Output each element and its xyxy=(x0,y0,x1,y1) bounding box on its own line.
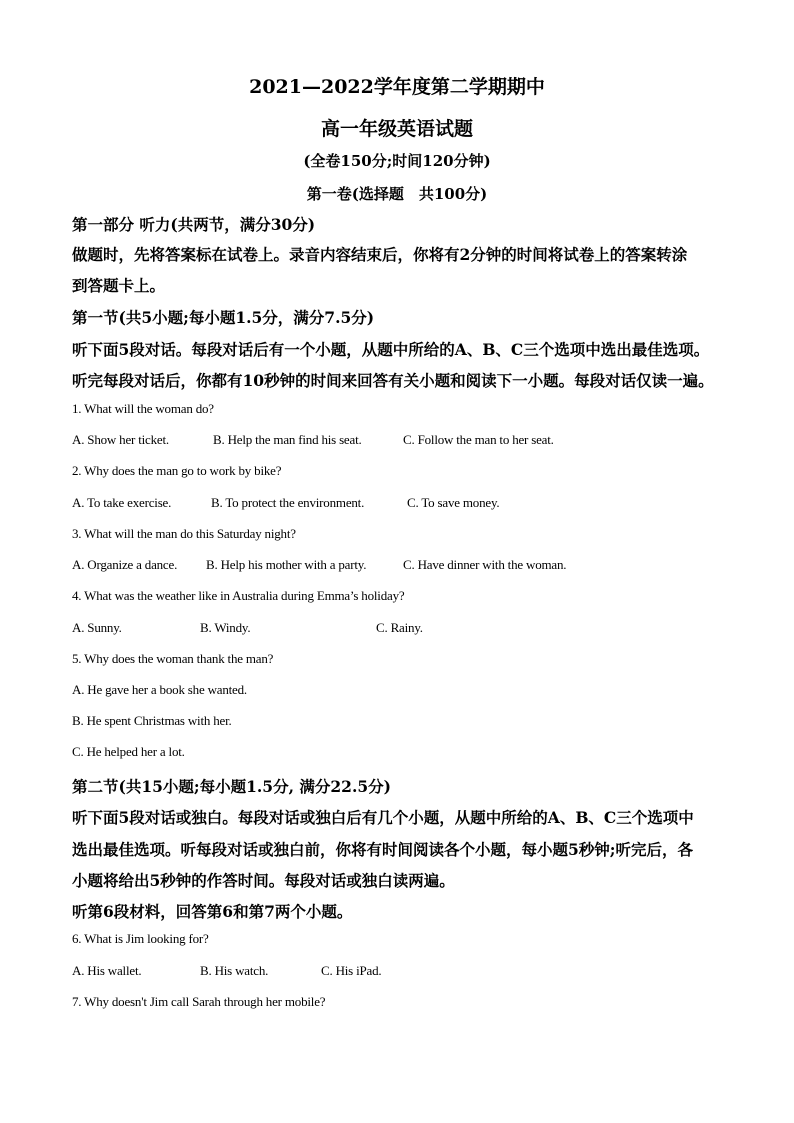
section1-heading: 第一节(共5小题;每小题1.5分，满分7.5分) xyxy=(72,308,375,327)
question-1: 1. What will the woman do? xyxy=(72,401,214,416)
q3-option-a: A. Organize a dance. xyxy=(72,557,178,572)
volume-title: 第一卷(选择题 共100分) xyxy=(306,185,488,203)
section1-instruction-2: 听完每段对话后，你都有10秒钟的时间来回答有关小题和阅读下一小题。每段对话仅读一遍。 xyxy=(72,371,714,390)
material-6-heading: 听第6段材料，回答第6和第7两个小题。 xyxy=(72,902,353,921)
q6-option-a: A. His wallet. xyxy=(72,963,142,978)
q2-option-c: C. To save money. xyxy=(407,495,500,510)
part1-heading: 第一部分 听力(共两节，满分30分) xyxy=(72,215,316,234)
section1-instruction-1: 听下面5段对话。每段对话后有一个小题，从题中所给的A、B、C三个选项中选出最佳选项。 xyxy=(72,340,710,359)
q3-option-b: B. Help his mother with a party. xyxy=(206,557,367,572)
q5-option-c: C. He helped her a lot. xyxy=(72,744,185,759)
q1-option-b: B. Help the man find his seat. xyxy=(213,432,362,447)
question-3: 3. What will the man do this Saturday night? xyxy=(72,526,296,541)
exam-title: 2021—2022学年度第二学期期中 xyxy=(249,76,545,98)
q6-option-c: C. His iPad. xyxy=(321,963,382,978)
q5-option-b: B. He spent Christmas with her. xyxy=(72,713,232,728)
q2-option-b: B. To protect the environment. xyxy=(211,495,365,510)
q6-option-b: B. His watch. xyxy=(200,963,269,978)
q5-option-a: A. He gave her a book she wanted. xyxy=(72,682,247,697)
section2-instruction-3: 小题将给出5秒钟的作答时间。每段对话或独白读两遍。 xyxy=(72,871,455,890)
question-2: 2. Why does the man go to work by bike? xyxy=(72,463,282,478)
part1-instruction-1: 做题时，先将答案标在试卷上。录音内容结束后，你将有2分钟的时间将试卷上的答案转涂 xyxy=(72,245,688,264)
question-4: 4. What was the weather like in Australia during Emma’s holiday? xyxy=(72,588,405,603)
q2-option-a: A. To take exercise. xyxy=(72,495,172,510)
q1-option-a: A. Show her ticket. xyxy=(72,432,169,447)
q4-option-c: C. Rainy. xyxy=(376,620,423,635)
q4-option-b: B. Windy. xyxy=(200,620,251,635)
question-6: 6. What is Jim looking for? xyxy=(72,931,209,946)
q3-option-c: C. Have dinner with the woman. xyxy=(403,557,567,572)
question-5: 5. Why does the woman thank the man? xyxy=(72,651,274,666)
exam-subtitle: 高一年级英语试题 xyxy=(320,118,473,140)
section2-heading: 第二节(共15小题;每小题1.5分, 满分22.5分) xyxy=(72,777,391,796)
q1-option-c: C. Follow the man to her seat. xyxy=(403,432,554,447)
section2-instruction-2: 选出最佳选项。听每段对话或独白前，你将有时间阅读各个小题，每小题5秒钟;听完后，各 xyxy=(72,840,694,859)
exam-info: (全卷150分;时间120分钟) xyxy=(303,152,491,170)
question-7: 7. Why doesn't Jim call Sarah through her mobile? xyxy=(72,994,326,1009)
section2-instruction-1: 听下面5段对话或独白。每段对话或独白后有几个小题，从题中所给的A、B、C三个选项中 xyxy=(72,808,694,827)
part1-instruction-2: 到答题卡上。 xyxy=(72,276,166,295)
q4-option-a: A. Sunny. xyxy=(72,620,122,635)
